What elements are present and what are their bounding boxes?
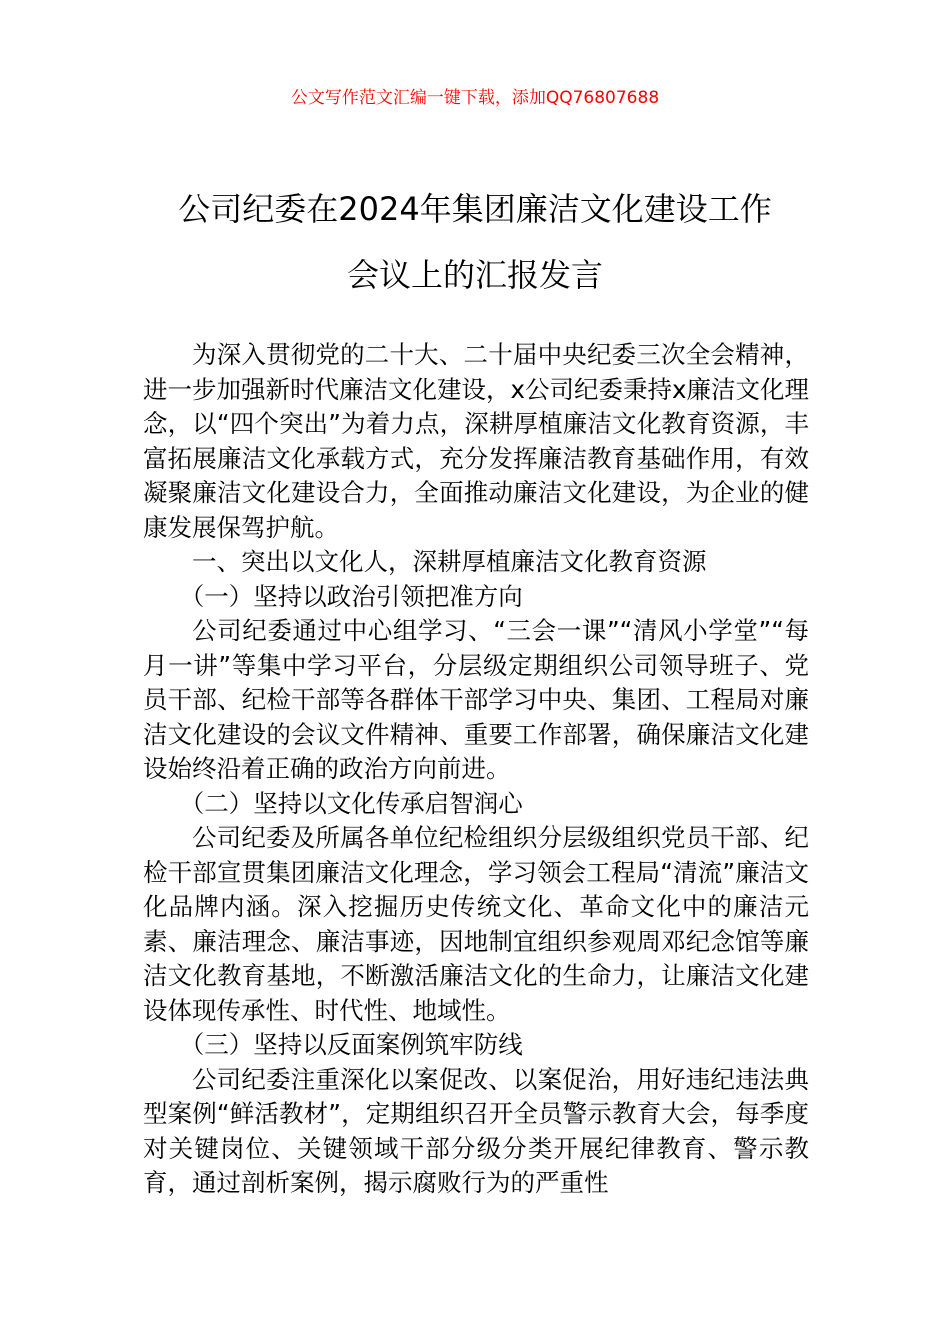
subsection-heading-2: （二）坚持以文化传承启智润心 [179, 788, 523, 818]
subsection-heading-1: （一）坚持以政治引领把准方向 [179, 581, 523, 611]
download-promo-note: 公文写作范文汇编一键下载，添加QQ76807688 [290, 88, 660, 108]
body-paragraph-3: 公司纪委注重深化以案促改、以案促治，用好违纪违法典型案例“鲜活教材”，定期组织召开全员警示教育大会，每季度对关键岗位、关键领域干部分级分类开展纪律教育、警示教育，通过剖析案例，揭示腐败行为的严重性 [143, 1064, 809, 1197]
body-paragraph-1: 公司纪委通过中心组学习、“三会一课”“清风小学堂”“每月一讲”等集中学习平台，分层级定期组织公司领导班子、党员干部、纪检干部等各群体干部学习中央、集团、工程局对廉洁文化建设的会议文件精神、重要工作部署，确保廉洁文化建设始终沿着正确的政治方向前进。 [143, 616, 809, 783]
body-paragraph-2: 公司纪委及所属各单位纪检组织分层级组织党员干部、纪检干部宣贯集团廉洁文化理念，学习领会工程局“清流”廉洁文化品牌内涵。深入挖掘历史传统文化、革命文化中的廉洁元素、廉洁理念、廉洁事迹，因地制宜组织参观周邓纪念馆等廉洁文化教育基地，不断激活廉洁文化的生命力，让廉洁文化建设体现传承性、时代性、地域性。 [143, 823, 809, 1025]
subsection-heading-3: （三）坚持以反面案例筑牢防线 [179, 1030, 523, 1059]
document-title-line-2: 会议上的汇报发言 [346, 256, 603, 294]
document-title [120, 176, 830, 308]
section-heading-1: 一、突出以文化人，深耕厚植廉洁文化教育资源 [192, 547, 707, 576]
document-title-line-1: 公司纪委在2024年集团廉洁文化建设工作 [178, 190, 772, 228]
intro-paragraph: 为深入贯彻党的二十大、二十届中央纪委三次全会精神，进一步加强新时代廉洁文化建设，x公司纪委秉持x廉洁文化理念，以“四个突出”为着力点，深耕厚植廉洁文化教育资源，丰富拓展廉洁文化承载方式，充分发挥廉洁教育基础作用，有效凝聚廉洁文化建设合力，全面推动廉洁文化建设，为企业的健康发展保驾护航。 [143, 340, 809, 542]
document-body [143, 338, 809, 1201]
